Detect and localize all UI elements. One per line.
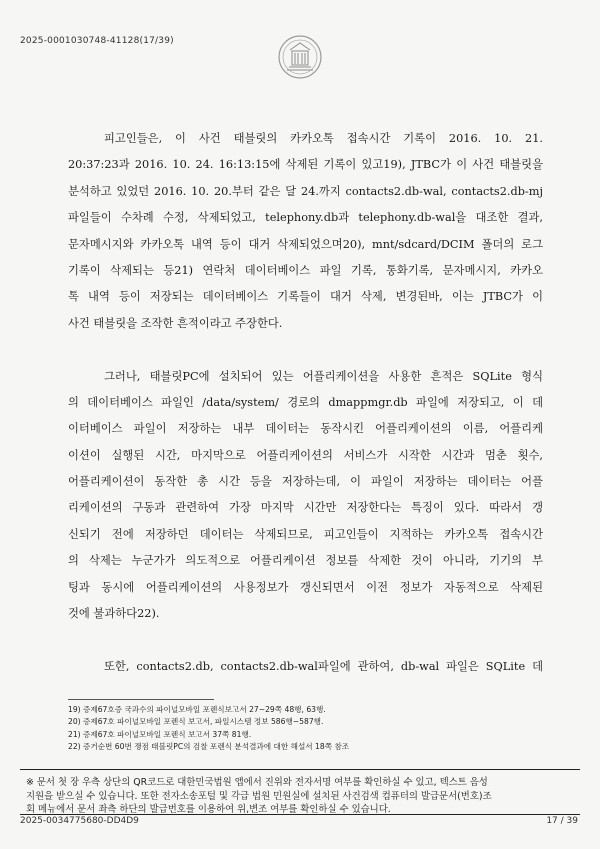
notice-line: ※ 문서 첫 장 우측 상단의 QR코드로 대한민국법원 앱에서 진위와 전자서명 여부를 확인하실 수 있고, 텍스트 음성 (26, 777, 488, 788)
body-line: 그러나, 태블릿PC에 설치되어 있는 어플리케이션을 사용한 흔적은 SQLite 형식 (104, 369, 543, 383)
footnote-divider (68, 699, 214, 700)
body-line: 20:37:23과 2016. 10. 24. 16:13:15에 삭제된 기록이 있고19), JTBC가 이 사건 태블릿을 (68, 158, 543, 172)
verification-notice (26, 776, 574, 817)
body-line: 분석하고 있었던 2016. 10. 20.부터 같은 달 24.까지 contacts2.db-wal, contacts2.db-mj (68, 184, 543, 198)
body-line: 팅과 동시에 어플리케이션의 사용정보가 갱신되면서 이전 정보가 자동적으로 삭제된 (68, 580, 543, 594)
paragraph-gap (68, 627, 543, 653)
footnote: 19) 증제67호증 국과수의 파이널모바일 포렌식보고서 27~29쪽 48행, 63행. (68, 705, 326, 714)
body-text (68, 126, 543, 680)
body-line: 기록이 삭제되는 등21) 연락처 데이터베이스 파일 기록, 통화기록, 문자메시지, 카카오 (68, 263, 543, 277)
paragraph-gap (68, 337, 543, 363)
footnotes (68, 704, 349, 754)
body-line: 사건 태블릿을 조작한 흔적이라고 주장한다. (68, 316, 283, 330)
body-line: 의 삭제는 누군가가 의도적으로 어플리케이션 정보를 삭제한 것이 아니라, 기기의 부 (68, 554, 543, 568)
body-line: 이터베이스 파일이 저장하는 내부 데이터는 동작시킨 어플리케이션의 이름, 어플리케 (68, 422, 543, 436)
body-line: 어플리케이션이 동작한 총 시간 등을 저장하는데, 이 파일이 저장하는 데이터는 어플 (68, 475, 543, 489)
notice-line: 회 메뉴에서 문서 좌측 하단의 발급번호를 이용하여 위,변조 여부를 확인하실 수 있습니다. (26, 804, 391, 815)
page-number: 17 / 39 (546, 816, 578, 826)
footnote: 21) 증제67호 파이널모바일 포렌식 보고서 37쪽 81행. (68, 729, 252, 739)
body-line: 파일들이 수차례 수정, 삭제되었고, telephony.db과 telephony.db-wal을 대조한 결과, (68, 211, 543, 225)
court-seal-icon (277, 34, 323, 80)
body-line: 피고인들은, 이 사건 태블릿의 카카오톡 접속시간 기록이 2016. 10. 21. (104, 132, 543, 145)
issue-number: 2025-0034775680-DD4D9 (20, 816, 139, 826)
body-line: 이션이 실행된 시간, 마지막으로 어플리케이션의 서비스가 시작한 시간과 멈춘 횟수, (68, 448, 543, 462)
body-line: 문자메시지와 카카오톡 내역 등이 대거 삭제되었으며20), mnt/sdcard/DCIM 폴더의 로그 (68, 237, 543, 251)
document-id: 2025-0001030748-41128(17/39) (20, 36, 174, 46)
body-line: 신되기 전에 저장하던 데이터는 삭제되므로, 피고인들이 지적하는 카카오톡 접속시간 (68, 527, 543, 541)
footnote: 20) 증제67호 파이널모바일 포렌식 보고서, 파일시스템 정보 586행~587행. (68, 717, 324, 727)
body-line: 리케이션의 구동과 관련하여 가장 마지막 시간만 저장한다는 특징이 있다. 따라서 갱 (68, 501, 543, 515)
body-line: 의 데이터베이스 파일인 /data/system/ 경로의 dmappmgr.db 파일에 저장되고, 이 데 (68, 395, 543, 409)
footnote: 22) 증거순번 60번 쟁점 태블릿PC의 검찰 포렌식 분석결과에 대한 해설서 18쪽 참조 (68, 742, 350, 752)
notice-line: 지원을 받으실 수 있습니다. 또한 전자소송포털 및 각급 법원 민원실에 설치된 사건검색 컴퓨터의 발급문서(번호)조 (26, 790, 492, 802)
body-line: 톡 내역 등이 저장되는 데이터베이스 기록들이 대거 삭제, 변경된바, 이는 JTBC가 이 (68, 290, 543, 304)
body-line: 것에 불과하다22). (68, 607, 160, 621)
body-line: 또한, contacts2.db, contacts2.db-wal파일에 관하여, db-wal 파일은 SQLite 데 (104, 659, 543, 673)
